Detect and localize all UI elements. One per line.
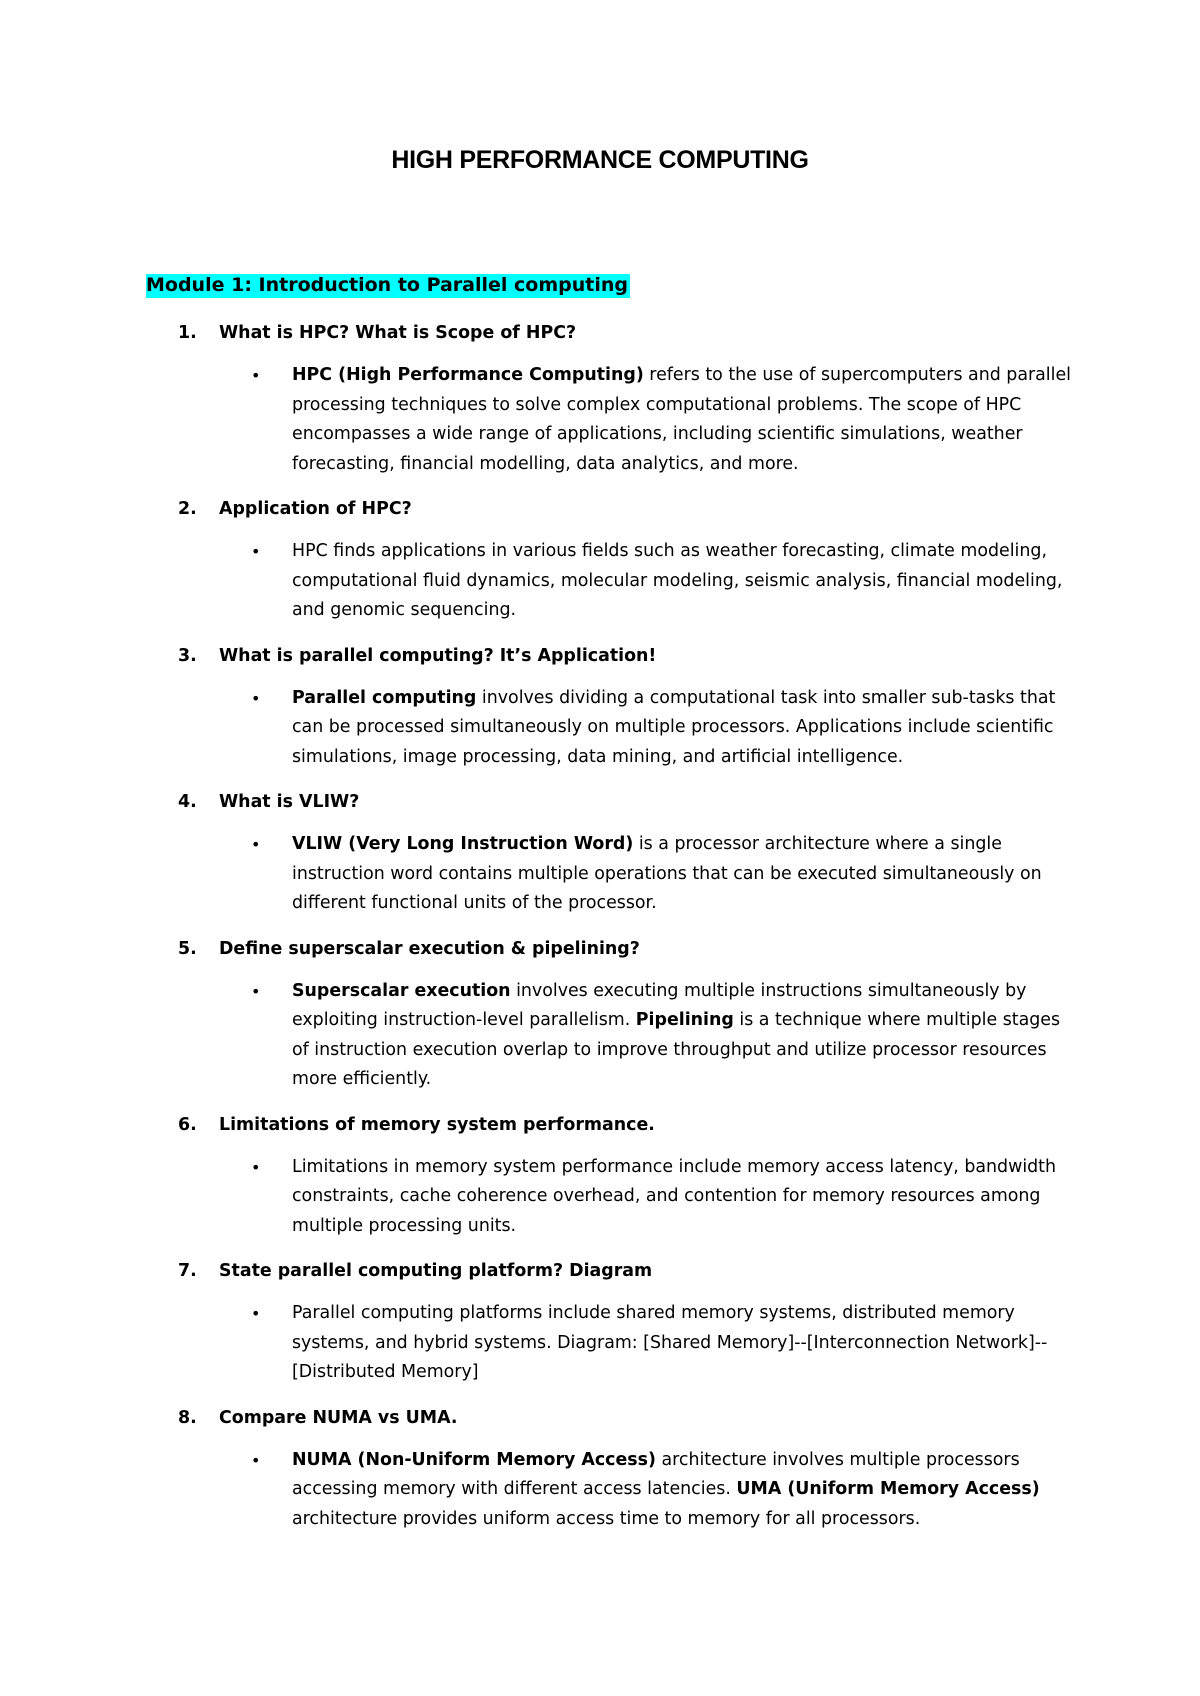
question-number: 7. [178,1261,197,1281]
answer-bullet [146,1153,1076,1242]
answer-bullet [146,977,1076,1095]
list-item [146,787,1076,919]
question-number: 6. [178,1114,197,1135]
bullet-icon: • [251,1450,261,1470]
question-list [146,318,1076,1549]
list-item [146,1110,1076,1242]
answer-bullet [146,361,1076,479]
answer-bullet [146,537,1076,626]
answer-bold: HPC (High Performance Computing) [292,365,644,385]
bullet-icon: • [251,1157,261,1177]
answer-text: architecture involves multiple processors accessing memory with different access latencies. [292,1449,1020,1499]
question-number: 3. [178,645,197,666]
bullet-icon: • [251,366,261,385]
list-item [146,494,1076,626]
answer-bold: Parallel computing [292,687,477,708]
bullet-icon: • [251,688,261,708]
answer-bold-2: UMA (Uniform Memory Access) [736,1479,1040,1499]
answer-text: is a processor architecture where a single instruction word contains multiple operations that can be executed simultaneously on different functional units of the processor. [292,834,1042,913]
list-item [146,1403,1076,1535]
answer-text-2: is a technique where multiple stages of instruction execution overlap to improve throughput and utilize processor resources more efficiently. [292,1010,1061,1089]
list-item [146,318,1076,479]
question-number: 1. [178,323,197,343]
question-text: What is parallel computing? It’s Application! [219,645,657,666]
answer-text: Limitations in memory system performance include memory access latency, bandwidth constraints, cache coherence overhead, and contention for memory resources among multiple processing units. [292,1156,1057,1236]
question-text: What is HPC? What is Scope of HPC? [219,323,577,343]
answer-bullet [146,684,1076,773]
bullet-icon: • [251,1304,261,1323]
answer-text: involves executing multiple instructions simultaneously by exploiting instruction-level parallelism. [292,980,1027,1030]
question-text: Define superscalar execution & pipelining? [219,938,640,959]
answer-bold: Superscalar execution [292,980,511,1001]
module-heading-text: Module 1: Introduction to Parallel computing [146,274,628,296]
list-item [146,934,1076,1095]
bullet-icon: • [251,981,261,1001]
list-item [146,1256,1076,1388]
answer-text: HPC finds applications in various fields such as weather forecasting, climate modeling, computational fluid dynamics, molecular modeling, seismic analysis, financial modeling, and genomic sequencing. [292,541,1063,620]
bullet-icon: • [251,542,261,561]
answer-bullet [146,1299,1076,1388]
document-title: HIGH PERFORMANCE COMPUTING [391,146,809,174]
question-number: 8. [178,1407,197,1428]
answer-text: Parallel computing platforms include shared memory systems, distributed memory systems, and hybrid systems. Diagram: [Shared Memory]--[Interconnection Network]--[Distributed Memory] [292,1303,1048,1382]
question-text: What is VLIW? [219,792,360,812]
question-text: State parallel computing platform? Diagram [219,1261,653,1281]
question-text: Limitations of memory system performance. [219,1114,655,1135]
question-number: 5. [178,938,197,959]
answer-bold: NUMA (Non-Uniform Memory Access) [292,1449,656,1470]
list-item [146,641,1076,773]
answer-bold: VLIW (Very Long Instruction Word) [292,834,634,854]
answer-text: refers to the use of supercomputers and parallel processing techniques to solve complex computational problems. The scope of HPC encompasses a wide range of applications, including scientific simulations, weather forecasting, financial modelling, data analytics, and more. [292,365,1071,474]
bullet-icon: • [251,835,261,854]
answer-bullet [146,830,1076,919]
answer-text-2: architecture provides uniform access time to memory for all processors. [292,1508,921,1529]
question-text: Application of HPC? [219,499,412,519]
answer-bullet [146,1446,1076,1535]
answer-bold-2: Pipelining [635,1010,734,1030]
module-heading [146,270,630,300]
question-number: 4. [178,792,197,812]
answer-text: involves dividing a computational task into smaller sub-tasks that can be processed simultaneously on multiple processors. Applications include scientific simulations, image processing, data mining, and artificial intelligence. [292,687,1056,767]
question-number: 2. [178,499,197,519]
question-text: Compare NUMA vs UMA. [219,1407,458,1428]
